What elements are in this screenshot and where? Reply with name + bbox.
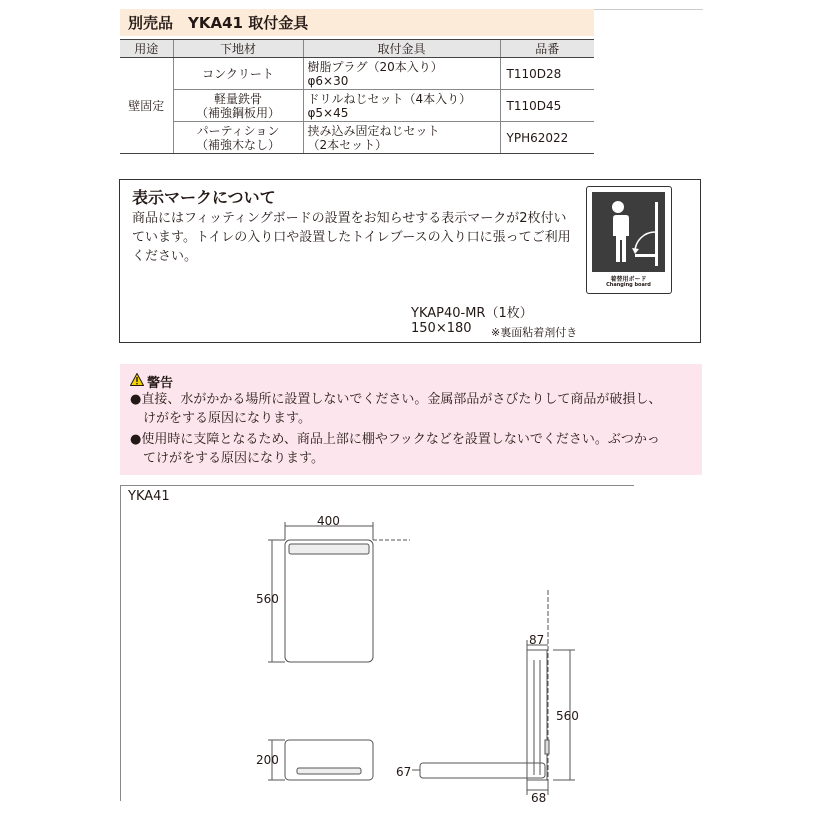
- part-text: ドリルねじセット（4本入り）: [307, 91, 472, 106]
- sign-label-jp: 着替用ボード: [610, 276, 647, 283]
- base-text: パーティション: [196, 123, 280, 138]
- dim-foot: 68: [531, 791, 547, 805]
- dim-height-side: 560: [556, 709, 579, 723]
- part-text: 挟み込み固定ねじセット: [307, 123, 440, 138]
- drawing-title: YKA41: [128, 489, 170, 504]
- pn-cell: T110D28: [500, 58, 594, 90]
- dim-thickness: 200: [256, 753, 279, 767]
- pn-cell: YPH62022: [500, 122, 594, 154]
- base-note: （補強木なし）: [195, 137, 280, 152]
- warning-line: けがをする原因になります。: [130, 411, 311, 426]
- header-base: 下地材: [173, 40, 303, 58]
- dim-height-front: 560: [256, 592, 279, 606]
- header-part-number: 品番: [500, 40, 594, 58]
- part-spec: φ6×30: [307, 73, 349, 88]
- mark-description: 商品にはフィッティングボードの設置をお知らせする表示マークが2枚付いています。トイレの入り口や設置したトイレブースの入り口に張ってご利用ください。: [132, 211, 571, 264]
- dim-bottom-offset: 67: [396, 765, 412, 779]
- mark-note: ※裏面粘着剤付き: [491, 326, 578, 339]
- sign-label-en: Changing board: [606, 282, 651, 288]
- warning-title: 警告: [147, 376, 174, 391]
- warning-line: ●直接、水がかかる場所に設置しないでください。金属部品がさびたりして商品が破損し、: [130, 392, 662, 407]
- pn-cell: T110D45: [500, 90, 594, 122]
- mark-size: 150×180: [411, 321, 472, 336]
- use-cell: 壁固定: [120, 58, 173, 154]
- base-text: コンクリート: [202, 66, 274, 81]
- front-view-board: [285, 540, 373, 662]
- mark-title: 表示マークについて: [132, 188, 276, 207]
- part-text: 樹脂プラグ（20本入り）: [307, 59, 443, 74]
- base-note: （補強鋼板用）: [195, 105, 280, 120]
- part-spec: φ5×45: [307, 105, 349, 120]
- header-fitting: 取付金具: [303, 40, 500, 58]
- part-spec: （2本セット）: [307, 137, 388, 152]
- warning-line: ●使用時に支障となるため、商品上部に棚やフックなどを設置しないでください。ぶつかっ: [130, 432, 660, 447]
- section-title: 別売品 YKA41 取付金具: [128, 14, 309, 32]
- header-use: 用途: [120, 40, 173, 58]
- mark-model: YKAP40-MR（1枚）: [411, 306, 533, 321]
- warning-line: てけがをする原因になります。: [130, 451, 324, 466]
- front-view-hinge: [289, 544, 369, 554]
- base-text: 軽量鉄骨: [213, 91, 262, 106]
- side-view-wall-bracket: [527, 650, 547, 780]
- side-view-folded-board: [420, 763, 545, 778]
- dim-depth-top: 87: [529, 633, 545, 647]
- dim-width: 400: [317, 514, 340, 528]
